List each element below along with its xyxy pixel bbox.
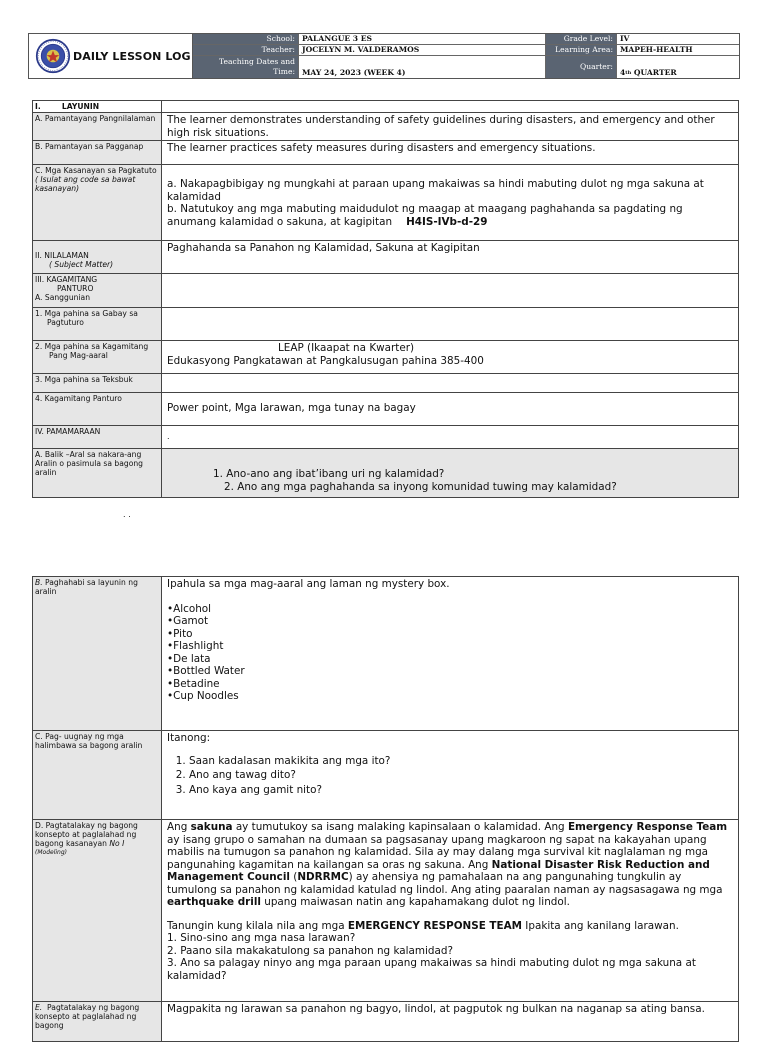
pagtatalakay-d-label-italic: No I — [109, 839, 125, 848]
balik-aral-label: A. Balik –Aral sa nakara-ang Aralin o pasimula sa bagong aralin — [33, 449, 162, 498]
pagtatalakay-e-label-text: Pagtatalakay ng bagong konsepto at paglalahad ng bagong — [35, 1003, 142, 1030]
grade-level-value: IV — [617, 34, 739, 45]
sakuna-paragraph — [167, 821, 733, 909]
pamantayang-pangnilalaman-content: The learner demonstrates understanding of safety guidelines during disasters, and emergency and other high risk situations. — [162, 113, 739, 141]
term-earthquake-drill: earthquake drill — [167, 896, 261, 908]
pagtatalakay-d-label — [33, 820, 162, 1002]
layunin-row — [33, 101, 739, 113]
header-title-block — [29, 34, 193, 78]
layunin-blank-cells — [162, 101, 739, 113]
list-item: 1. Saan kadalasan makikita ang mga ito? — [189, 755, 733, 768]
list-item: • Cup Noodles — [167, 690, 733, 703]
paghahabi-label-text: Paghahabi sa layunin ng aralin — [35, 578, 138, 596]
paghahabi-row — [33, 577, 739, 731]
kagamitang-panturo-4-content: Power point, Mga larawan, mga tunay na bagay — [162, 393, 739, 426]
pamantayan-sa-pagganap-label: B. Pamantayan sa Pagganap — [33, 141, 162, 165]
balik-aral-question-1: 1. Ano-ano ang ibat’ibang uri ng kalamidad? — [213, 468, 445, 480]
pagtatalakay-d-question-3: 3. Ano sa palagay ninyo ang mga paraan upang makaiwas sa hindi mabuting dulot ng mga sakuna at kalamidad? — [167, 957, 696, 982]
list-item: • Pito — [167, 628, 733, 641]
teksbuk-row — [33, 374, 739, 393]
term-sakuna: sakuna — [190, 821, 233, 833]
pagtatalakay-d-content — [162, 820, 739, 1002]
edukasyong-line: Edukasyong Pangkatawan at Pangkalusugan pahina 385-400 — [167, 354, 484, 367]
teaching-dates-label — [193, 56, 299, 78]
pagtatalakay-e-label-letter: E. — [35, 1003, 43, 1012]
nilalaman-label-note: ( Subject Matter) — [49, 260, 114, 269]
gabay-label-1: 1. Mga pahina sa Gabay sa — [35, 309, 138, 318]
teaching-dates-value: MAY 24, 2023 (WEEK 4) — [299, 56, 546, 78]
paghahabi-label-letter: B. — [35, 578, 43, 587]
teacher-value: JOCELYN M. VALDERAMOS — [299, 45, 546, 56]
kagamitang-panturo-content — [162, 274, 739, 308]
layunin-label — [33, 101, 162, 113]
pagtatalakay-d-row — [33, 820, 739, 1002]
list-item: • Bottled Water — [167, 665, 733, 678]
teksbuk-label: 3. Mga pahina sa Teksbuk — [33, 374, 162, 393]
pagtatalakay-e-row — [33, 1002, 739, 1042]
paragraph-text: Tanungin kung kilala nila ang mga — [167, 919, 348, 932]
tanungin-paragraph — [167, 920, 733, 933]
pagtatalakay-e-content: Magpakita ng larawan sa panahon ng bagyo, lindol, at pagputok ng bulkan na naganap sa ating bansa. — [162, 1002, 739, 1042]
kasanayan-label-text: C. Mga Kasanayan sa Pagkatuto — [35, 166, 157, 175]
kagamitang-mag-aaral-label-2: Pang Mag-aaral — [49, 351, 108, 360]
kagamitang-panturo-label-1: III. KAGAMITANG — [35, 275, 98, 284]
term-ert-caps: EMERGENCY RESPONSE TEAM — [347, 919, 522, 932]
nilalaman-label-text: II. NILALAMAN — [35, 251, 89, 260]
learning-area-label: Learning Area: — [546, 45, 617, 56]
grade-level-label: Grade Level: — [546, 34, 617, 45]
balik-aral-question-2: 2. Ano ang mga paghahanda sa inyong komunidad tuwing may kalamidad? — [224, 480, 617, 493]
layunin-number: I. — [35, 102, 41, 111]
lesson-log-table-2 — [32, 576, 739, 1042]
paghahabi-label — [33, 577, 162, 731]
list-item: • Betadine — [167, 678, 733, 691]
school-label: School: — [193, 34, 299, 45]
pamantayang-pangnilalaman-row — [33, 113, 739, 141]
kagamitang-panturo-row — [33, 274, 739, 308]
pamantayan-sa-pagganap-content: The learner practices safety measures during disasters and emergency situations. — [162, 141, 739, 165]
pagtatalakay-d-question-2: 2. Paano sila makakatulong sa panahon ng kalamidad? — [167, 944, 453, 957]
sanggunian-label: A. Sanggunian — [35, 293, 91, 302]
paghahabi-intro: Ipahula sa mga mag-aaral ang laman ng mystery box. — [167, 578, 450, 590]
list-item: • Gamot — [167, 615, 733, 628]
lesson-log-table-1 — [32, 100, 739, 498]
header-info-grid — [193, 34, 739, 78]
term-ndrrmc: NDRRMC — [297, 871, 349, 883]
nilalaman-row — [33, 241, 739, 274]
learning-area-value: MAPEH-HEALTH — [617, 45, 739, 56]
term-ndrrmc-full: National Disaster Risk Reduction and Management Council — [167, 858, 710, 883]
quarter-value — [617, 56, 739, 78]
paragraph-text: Ang — [167, 821, 191, 833]
deped-seal-icon — [35, 38, 71, 74]
paragraph-text: ( — [289, 871, 298, 883]
balik-aral-row — [33, 449, 739, 498]
pag-uugnay-intro: Itanong: — [167, 732, 211, 744]
kagamitang-panturo-label-2: PANTURO — [57, 284, 94, 293]
kasanayan-item-a: a. Nakapagbibigay ng mungkahi at paraan upang makaiwas sa hindi mabuting dulot ng mga sakuna at kalamidad — [167, 178, 704, 203]
pamamaraan-content: . — [162, 426, 739, 449]
pamamaraan-row — [33, 426, 739, 449]
pag-uugnay-questions — [189, 755, 733, 797]
stray-dots: . . — [123, 510, 131, 519]
paragraph-text: ay tumutukoy sa isang malaking kapinsalaan o kalamidad. Ang — [232, 821, 568, 833]
kagamitang-mag-aaral-content — [162, 341, 739, 374]
school-value: PALANGUE 3 ES — [299, 34, 546, 45]
list-item: • Flashlight — [167, 640, 733, 653]
kasanayan-code: H4IS-IVb-d-29 — [406, 215, 488, 228]
paragraph-text: ay isang grupo o samahan na dumaan sa pagsasanay upang magkaroon ng sapat na kakayahan upang mabilis na tumugon sa panahon ng kalamidad. Sila ay may dalang mga survival kit naglalaman ng mga pangunahing kagamitan na kailangan sa oras ng sakuna. Ang — [167, 833, 709, 871]
pagtatalakay-d-question-1: 1. Sino-sino ang mga nasa larawan? — [167, 932, 356, 944]
quarter-word: QUARTER — [631, 68, 677, 77]
term-emergency-response-team: Emergency Response Team — [567, 821, 728, 833]
paragraph-text: ) ay ahensiya ng pamahalaan na ang pangunahing tungkulin ay tumulong sa panahon ng kalamidad katulad ng lindol. Ang ating paaralan naman ay nagsasagawa ng mga — [167, 871, 723, 896]
kasanayan-item-b: b. Natutukoy ang mga mabuting maidudulot ng maagap at maagang paghahanda sa pagdating ng anumang kalamidad o sakuna, at kagipitan — [167, 203, 683, 228]
mystery-box-list — [167, 603, 733, 703]
kasanayan-row — [33, 165, 739, 241]
pamamaraan-label: IV. PAMAMARAAN — [33, 426, 162, 449]
gabay-row — [33, 308, 739, 341]
kasanayan-label — [33, 165, 162, 241]
teaching-dates-label-line2: Time: — [273, 67, 295, 76]
kagamitang-mag-aaral-row — [33, 341, 739, 374]
kagamitang-panturo-4-label: 4. Kagamitang Panturo — [33, 393, 162, 426]
quarter-label — [546, 56, 617, 78]
quarter-suffix: th — [625, 70, 632, 76]
lesson-log-header — [28, 33, 740, 79]
pamantayang-pangnilalaman-label: A. Pamantayang Pangnilalaman — [33, 113, 162, 141]
pag-uugnay-content — [162, 731, 739, 820]
list-item: 2. Ano ang tawag dito? — [189, 769, 733, 782]
pag-uugnay-row — [33, 731, 739, 820]
kasanayan-content — [162, 165, 739, 241]
paghahabi-content — [162, 577, 739, 731]
gabay-label-2: Pagtuturo — [47, 318, 84, 327]
kagamitang-mag-aaral-label-1: 2. Mga pahina sa Kagamitang — [35, 342, 149, 351]
kagamitang-panturo-label — [33, 274, 162, 308]
leap-line: LEAP (Ikaapat na Kwarter) — [278, 342, 415, 354]
quarter-number: 4 — [620, 68, 626, 77]
pagtatalakay-d-label-small: (Modeling) — [35, 849, 67, 856]
page-title: DAILY LESSON LOG — [73, 49, 191, 63]
balik-aral-content — [162, 449, 739, 498]
nilalaman-label — [33, 241, 162, 274]
gabay-content — [162, 308, 739, 341]
list-item: • De lata — [167, 653, 733, 666]
layunin-title: LAYUNIN — [61, 102, 100, 111]
kagamitang-mag-aaral-label — [33, 341, 162, 374]
paragraph-text: Ipakita ang kanilang larawan. — [522, 919, 679, 932]
kagamitang-panturo-4-row — [33, 393, 739, 426]
pagtatalakay-d-label-text: D. Pagtatalakay ng bagong konsepto at paglalahad ng bagong kasanayan — [35, 821, 148, 848]
pagtatalakay-e-label — [33, 1002, 162, 1042]
paragraph-text: upang maiwasan natin ang kapahamakang dulot ng lindol. — [260, 896, 570, 908]
quarter-label-text: Quarter: — [579, 62, 613, 71]
pag-uugnay-label: C. Pag- uugnay ng mga halimbawa sa bagong aralin — [33, 731, 162, 820]
gabay-label — [33, 308, 162, 341]
list-item: • Alcohol — [167, 603, 733, 616]
teaching-dates-label-line1: Teaching Dates and — [219, 57, 295, 66]
nilalaman-content: Paghahanda sa Panahon ng Kalamidad, Sakuna at Kagipitan — [162, 241, 739, 274]
teksbuk-content — [162, 374, 739, 393]
list-item: 3. Ano kaya ang gamit nito? — [189, 784, 733, 797]
kasanayan-label-note: ( Isulat ang code sa bawat kasanayan) — [35, 175, 136, 193]
teacher-label: Teacher: — [193, 45, 299, 56]
pamantayan-sa-pagganap-row — [33, 141, 739, 165]
